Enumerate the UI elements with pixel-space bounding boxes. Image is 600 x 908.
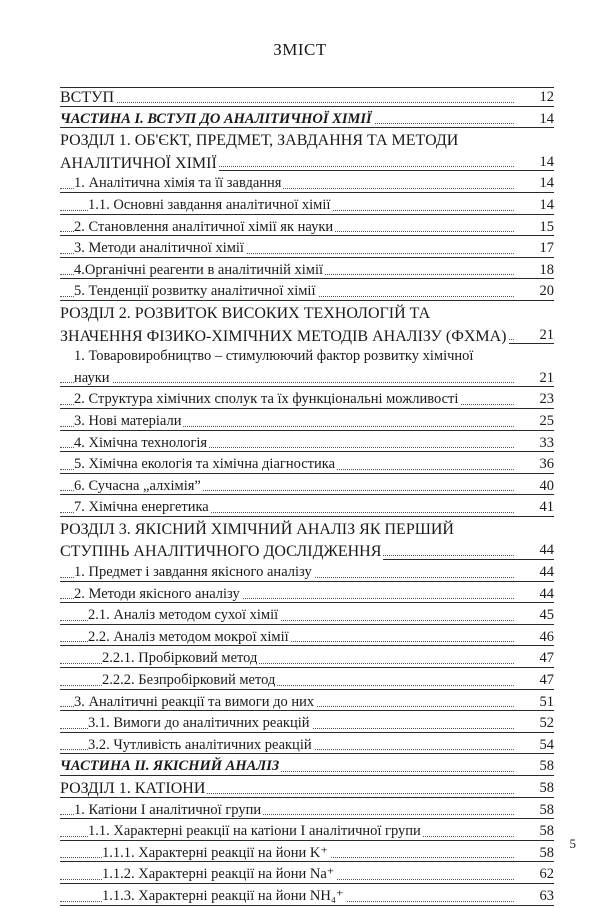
- toc-entry-title: РОЗДІЛ 3. ЯКІСНИЙ ХІМІЧНИЙ АНАЛІЗ ЯК ПЕРШИЙ СТУПІНЬ АНАЛІТИЧНОГО ДОСЛІДЖЕННЯ: [60, 520, 454, 561]
- toc-entry-title: 4. Хімічна технологія: [74, 434, 208, 451]
- toc-entry: [60, 303, 554, 346]
- toc-entry-page: 14: [539, 110, 554, 127]
- toc-entry-page: 15: [539, 218, 554, 235]
- toc-entry-title: ЧАСТИНА ІІ. ЯКІСНИЙ АНАЛІЗ: [60, 758, 280, 775]
- toc-entry-title: ВСТУП: [60, 89, 114, 106]
- toc-entry-title: 1. Предмет і завдання якісного аналізу: [74, 564, 312, 581]
- toc-entry-page: 47: [539, 650, 554, 667]
- toc-entry-title: 3. Методи аналітичної хімії: [74, 240, 244, 257]
- toc-entry: [60, 756, 554, 778]
- toc-entry-title: 5. Хімічна екологія та хімічна діагностика: [74, 456, 335, 473]
- toc-entry: [60, 260, 554, 282]
- toc-entry-title: 5. Тенденції розвитку аналітичної хімії: [74, 283, 316, 300]
- toc-entry-title: 1. Аналітична хімія та її завдання: [74, 175, 282, 192]
- toc-entry-page: 51: [539, 693, 554, 710]
- toc-entry-page: 25: [539, 412, 554, 429]
- toc-entry-page: 23: [539, 391, 554, 408]
- toc-entry-page: 58: [539, 801, 554, 818]
- toc-entry-page: 17: [539, 240, 554, 257]
- toc-entry: [60, 346, 554, 389]
- toc-entry-title: 1.1. Основні завдання аналітичної хімії: [88, 196, 331, 213]
- toc-entry-page: 21: [539, 326, 554, 343]
- toc-entry-page: 44: [539, 564, 554, 581]
- toc-entry-title: 1.1. Характерні реакції на катіони І аналітичної групи: [88, 823, 421, 840]
- toc-entry-title: 3.1. Вимоги до аналітичних реакцій: [88, 715, 310, 732]
- toc-entry-page: 40: [539, 477, 554, 494]
- toc-entry-page: 47: [539, 672, 554, 689]
- toc-entry-title: 1.1.3. Характерні реакції на йони NH₄⁺: [102, 887, 344, 904]
- toc-entry: [60, 130, 554, 173]
- toc-entry: [60, 800, 554, 822]
- toc-entry: [60, 281, 554, 303]
- toc-entry-title: 2.2.1. Пробірковий метод: [102, 650, 258, 667]
- toc-entry: [60, 692, 554, 714]
- toc-entry-page: 45: [539, 607, 554, 624]
- toc-entry: [60, 519, 554, 562]
- toc-entry: [60, 454, 554, 476]
- toc-entry-page: 41: [539, 499, 554, 516]
- toc-entry-page: 21: [539, 369, 554, 386]
- toc-entry: [60, 217, 554, 239]
- toc-entry-page: 12: [539, 89, 554, 105]
- toc-entry-page: 14: [539, 153, 554, 170]
- toc-entry-title: 4.Органічні реагенти в аналітичній хімії: [74, 261, 324, 278]
- toc-entry-title: 7. Хімічна енергетика: [74, 499, 209, 516]
- toc-entry-page: 33: [539, 434, 554, 451]
- toc-entry: [60, 735, 554, 757]
- toc-entry: [60, 627, 554, 649]
- toc-entry-page: 58: [539, 780, 554, 796]
- toc-entry-title: 2.2. Аналіз методом мокрої хімії: [88, 628, 289, 645]
- toc-entry: [60, 648, 554, 670]
- toc-entry-page: 18: [539, 261, 554, 278]
- page-title: ЗМІСТ: [273, 40, 327, 59]
- toc-entry-page: 46: [539, 628, 554, 645]
- toc-entry: [60, 778, 554, 800]
- toc-entry-title: 3. Нові матеріали: [74, 412, 182, 429]
- toc-entry-page: 44: [539, 585, 554, 602]
- toc-entry-page: 44: [539, 542, 554, 559]
- table-of-contents: [60, 87, 554, 908]
- toc-entry: [60, 821, 554, 843]
- toc-entry-title: РОЗДІЛ 2. РОЗВИТОК ВИСОКИХ ТЕХНОЛОГІЙ ТА ЗНАЧЕННЯ ФІЗИКО-ХІМІЧНИХ МЕТОДІВ АНАЛІЗУ (ФХМА): [60, 304, 507, 345]
- toc-entry-page: 54: [539, 736, 554, 753]
- toc-entry-title: РОЗДІЛ 1. КАТІОНИ: [60, 780, 206, 797]
- toc-entry: [60, 87, 554, 109]
- toc-entry: [60, 864, 554, 886]
- toc-entry: [60, 605, 554, 627]
- toc-entry-title: 3.2. Чутливість аналітичних реакцій: [88, 736, 312, 753]
- toc-entry: [60, 562, 554, 584]
- toc-entry-page: 14: [539, 196, 554, 213]
- toc-entry-title: 1.1.2. Характерні реакції на йони Na⁺: [102, 866, 335, 883]
- toc-entry-page: 62: [539, 866, 554, 883]
- toc-entry-title: 1. Катіони І аналітичної групи: [74, 801, 262, 818]
- toc-entry: [60, 886, 554, 908]
- toc-entry: [60, 173, 554, 195]
- toc-entry: [60, 109, 554, 131]
- toc-entry-page: 58: [539, 844, 554, 861]
- toc-entry-title: 1.1.1. Характерні реакції на йони K⁺: [102, 844, 329, 861]
- toc-entry-page: 58: [539, 758, 554, 775]
- toc-entry-page: 52: [539, 715, 554, 732]
- toc-entry: [60, 238, 554, 260]
- toc-entry: [60, 433, 554, 455]
- toc-entry: [60, 584, 554, 606]
- toc-entry: [60, 389, 554, 411]
- toc-entry-page: 14: [539, 175, 554, 192]
- toc-entry-title: 2. Структура хімічних сполук та їх функціональні можливості: [74, 391, 459, 408]
- toc-entry-title: 2.1. Аналіз методом сухої хімії: [88, 607, 279, 624]
- toc-entry-title: 2.2.2. Безпробірковий метод: [102, 672, 276, 689]
- toc-entry: [60, 476, 554, 498]
- toc-entry: [60, 713, 554, 735]
- toc-entry-page: 63: [539, 887, 554, 904]
- toc-entry-title: ЧАСТИНА І. ВСТУП ДО АНАЛІТИЧНОЇ ХІМІЇ: [60, 110, 372, 127]
- toc-entry: [60, 195, 554, 217]
- toc-entry-page: 20: [539, 283, 554, 300]
- toc-entry-title: 3. Аналітичні реакції та вимоги до них: [74, 693, 315, 710]
- toc-entry: [60, 497, 554, 519]
- toc-entry: [60, 411, 554, 433]
- toc-entry: [60, 670, 554, 692]
- toc-entry: [60, 843, 554, 865]
- toc-entry-title: 1. Товаровиробництво – стимулюючий фактор розвитку хімічної науки: [74, 348, 474, 386]
- toc-entry-page: 36: [539, 456, 554, 473]
- page-number: 5: [569, 836, 576, 851]
- toc-entry-title: 2. Становлення аналітичної хімії як науки: [74, 218, 334, 235]
- toc-entry-title: РОЗДІЛ 1. ОБ'ЄКТ, ПРЕДМЕТ, ЗАВДАННЯ ТА МЕТОДИ АНАЛІТИЧНОЇ ХІМІЇ: [60, 132, 459, 172]
- toc-entry-title: 2. Методи якісного аналізу: [74, 585, 240, 602]
- toc-entry-page: 58: [539, 823, 554, 840]
- toc-entry-title: 6. Сучасна „алхімія”: [74, 477, 201, 494]
